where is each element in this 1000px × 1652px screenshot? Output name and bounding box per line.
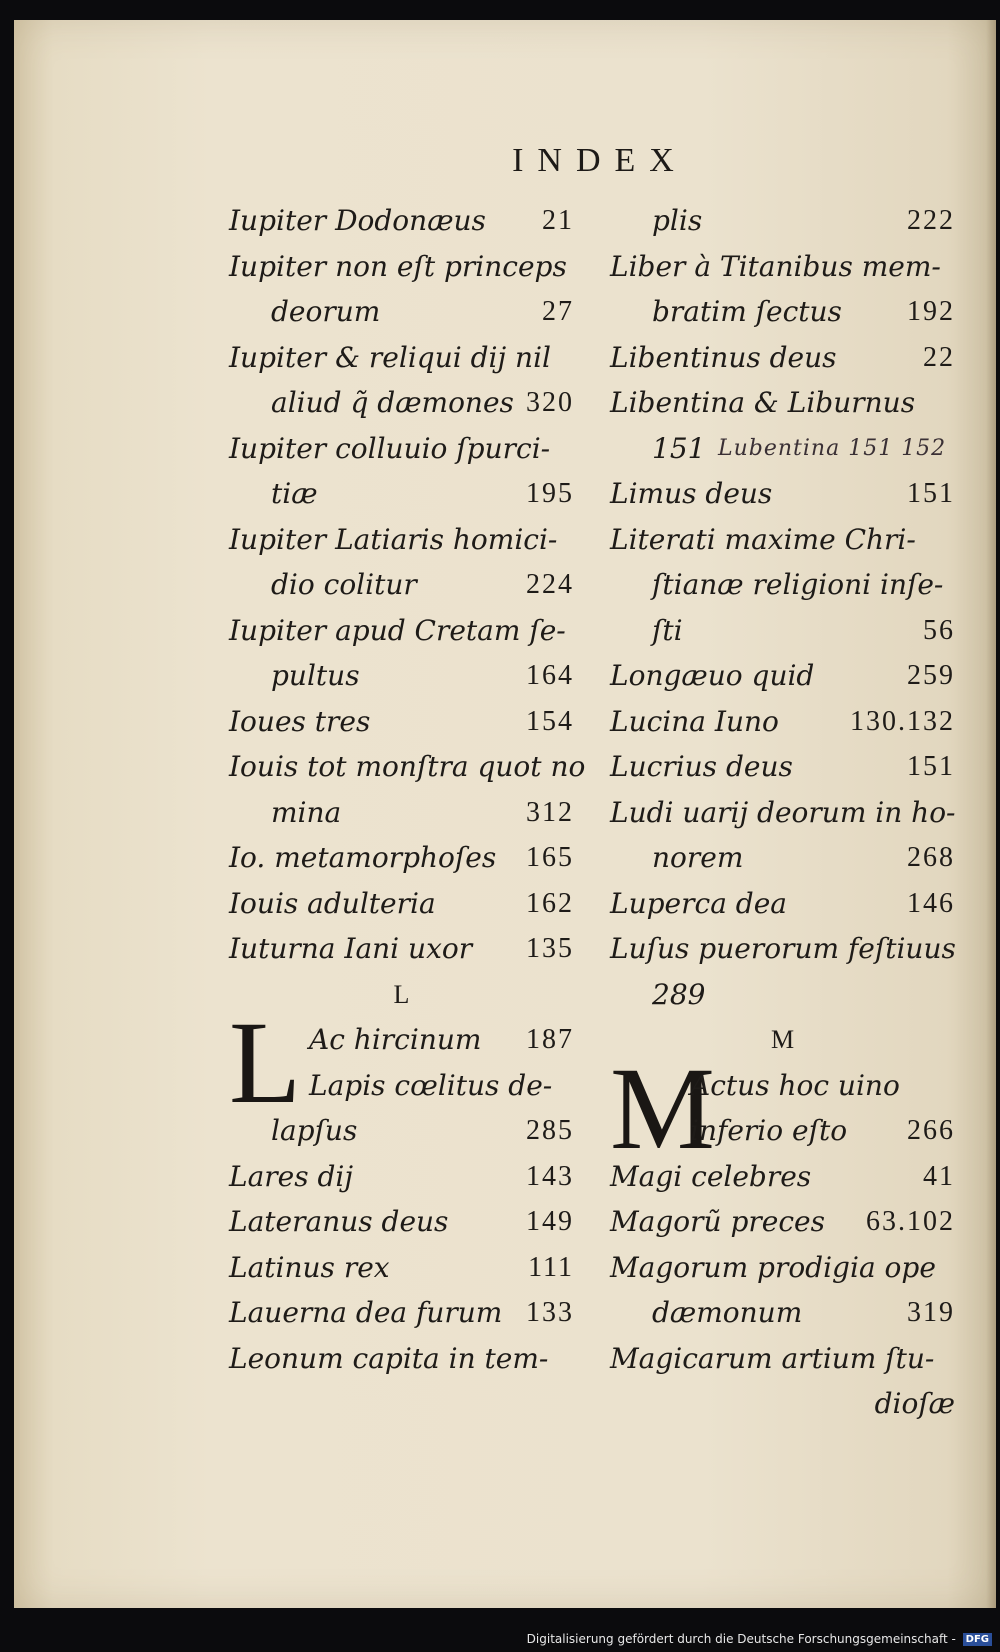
- handwritten-annotation: Lubentina 151 152: [718, 435, 947, 461]
- index-entry: [229, 517, 574, 563]
- entry-term: Magorũ preces: [610, 1205, 825, 1238]
- section-letter: M: [770, 1025, 795, 1054]
- page-edge-shadow: [986, 20, 996, 1608]
- entry-page-number: 319: [907, 1297, 955, 1328]
- entry-term: Luperca dea: [610, 886, 787, 920]
- dfg-logo: DFG: [963, 1633, 992, 1646]
- entry-page-number: 224: [526, 569, 574, 600]
- index-entry: [610, 244, 955, 290]
- entry-term: Lares dij: [229, 1159, 354, 1193]
- entry-page-number: 268: [907, 842, 955, 873]
- dropcap-block: [229, 997, 574, 1128]
- index-entry: [690, 1063, 955, 1109]
- index-entry: [229, 1290, 574, 1336]
- entry-term: Iuturna Iani uxor: [229, 932, 473, 965]
- entry-page-number: 151: [907, 751, 955, 782]
- index-entry: [229, 881, 574, 927]
- entry-page-number: 320: [526, 387, 574, 418]
- entry-page-number: 285: [526, 1115, 574, 1146]
- index-entry: [229, 562, 574, 608]
- entry-term: dioſæ: [874, 1387, 955, 1420]
- entry-page-number: 63.102: [866, 1206, 955, 1237]
- index-entry: [229, 380, 574, 426]
- entry-term: Latinus rex: [229, 1250, 390, 1284]
- index-entry: [610, 744, 955, 790]
- index-entry: [229, 1108, 574, 1154]
- index-entry: [610, 653, 955, 699]
- index-entry: [229, 835, 574, 881]
- entry-page-number: 266: [907, 1115, 955, 1146]
- index-entry: [229, 335, 574, 381]
- entry-term: Iupiter colluuio ſpurci-: [229, 431, 551, 465]
- entry-term: Ludi uarij deorum in ho-: [610, 795, 956, 829]
- index-entry: [229, 608, 574, 654]
- entry-page-number: 154: [526, 705, 574, 737]
- page-header: [14, 142, 996, 180]
- entry-term: Lauerna dea furum: [229, 1296, 503, 1329]
- entry-page-number: 21: [542, 205, 574, 236]
- index-entry: [610, 881, 955, 927]
- index-entry: [610, 1381, 955, 1427]
- entry-term: norem: [652, 841, 744, 874]
- entry-term: Iupiter Latiaris homici-: [229, 522, 558, 556]
- index-entry: [610, 835, 955, 881]
- entry-term: ſtianæ religioni inſe-: [652, 568, 944, 601]
- entry-page-number: 27: [542, 296, 574, 327]
- entry-term: Iupiter Dodonæus: [229, 204, 486, 237]
- index-entry: [610, 198, 955, 244]
- entry-term: dio colitur: [271, 568, 417, 601]
- entry-term: aliud q̃ dæmones: [271, 386, 514, 419]
- entry-page-number: 130.132: [850, 705, 955, 737]
- entry-term: dæmonum: [652, 1296, 803, 1329]
- entry-term: Leonum capita in tem-: [229, 1341, 549, 1375]
- index-entry: [229, 699, 574, 745]
- entry-term: lapſus: [271, 1114, 358, 1147]
- entry-term: Ioues tres: [229, 704, 371, 738]
- entry-term: bratim ſectus: [652, 295, 842, 328]
- dropcap-block: [610, 1042, 955, 1174]
- book-page: [14, 20, 996, 1608]
- index-entry: [610, 1199, 955, 1245]
- index-entry: [610, 926, 955, 972]
- entry-page-number: 259: [907, 660, 955, 691]
- entry-term: 151: [652, 431, 706, 465]
- entry-term: Libentinus deus: [610, 340, 837, 374]
- entry-page-number: 222: [907, 205, 955, 236]
- index-entry: [229, 244, 574, 290]
- entry-term: Lucina Iuno: [610, 704, 779, 738]
- index-entry: [610, 699, 955, 745]
- entry-term: Lucrius deus: [610, 750, 793, 783]
- entry-term: plis: [652, 204, 703, 237]
- entry-term: Literati maxime Chri-: [610, 522, 916, 556]
- index-entry: [610, 790, 955, 836]
- entry-page-number: 146: [907, 887, 955, 919]
- entry-term: Actus hoc uino: [690, 1068, 900, 1102]
- entry-term: Libentina & Liburnus: [610, 386, 916, 419]
- entry-page-number: 22: [923, 341, 955, 373]
- index-entry: [610, 471, 955, 517]
- entry-page-number: 143: [526, 1160, 574, 1192]
- index-entry: [229, 1154, 574, 1200]
- entry-term: 289: [652, 977, 706, 1011]
- entry-page-number: 195: [526, 478, 574, 509]
- index-entry: [610, 380, 955, 426]
- entry-page-number: 312: [526, 796, 574, 828]
- index-entry: [309, 1063, 574, 1109]
- entry-page-number: 165: [526, 842, 574, 873]
- index-entry: [229, 926, 574, 972]
- index-entry: [610, 608, 955, 654]
- index-entry: [229, 790, 574, 836]
- entry-page-number: 192: [907, 296, 955, 327]
- entry-page-number: 56: [923, 614, 955, 646]
- entry-page-number: 135: [526, 933, 574, 964]
- entry-term: inferio eſto: [690, 1114, 848, 1147]
- entry-term: Lapis cœlitus de-: [309, 1068, 553, 1102]
- left-column: [229, 198, 586, 1381]
- index-entry: [229, 426, 574, 472]
- entry-term: ſti: [652, 613, 683, 647]
- entry-term: Longæuo quid: [610, 659, 815, 692]
- footer-text: Digitalisierung gefördert durch die Deutsche Forschungsgemeinschaft -: [526, 1632, 956, 1646]
- digitization-credit: [527, 1632, 992, 1646]
- index-entry: [229, 1199, 574, 1245]
- index-entry: [229, 653, 574, 699]
- entry-term: pultus: [271, 659, 360, 692]
- index-entry: [229, 289, 574, 335]
- entry-page-number: 162: [526, 887, 574, 919]
- index-entry: [229, 198, 574, 244]
- index-entry: [610, 562, 955, 608]
- entry-term: Iouis tot monſtra quot no: [229, 750, 586, 783]
- index-entry: [610, 517, 955, 563]
- entry-term: Magorum prodigia ope: [610, 1250, 936, 1284]
- entry-term: Iupiter apud Cretam ſe-: [229, 613, 566, 647]
- dropcap-letter: M: [610, 1042, 715, 1174]
- index-entry: [610, 1154, 955, 1200]
- entry-term: Ac hircinum: [309, 1023, 482, 1056]
- entry-page-number: 164: [526, 660, 574, 691]
- index-entry: [610, 289, 955, 335]
- index-entry: [229, 471, 574, 517]
- entry-page-number: 151: [907, 478, 955, 509]
- index-entry: [309, 1017, 574, 1063]
- header-title: INDEX: [512, 142, 688, 179]
- entry-term: Magi celebres: [610, 1159, 812, 1193]
- entry-page-number: 187: [526, 1024, 574, 1055]
- index-entry: [229, 1245, 574, 1291]
- entry-term: deorum: [271, 295, 381, 328]
- entry-term: Iupiter non eſt princeps: [229, 249, 567, 283]
- entry-page-number: 149: [526, 1206, 574, 1237]
- index-entry: [610, 1336, 955, 1382]
- entry-page-number: 133: [526, 1297, 574, 1328]
- entry-term: Io. metamorphoſes: [229, 841, 497, 874]
- index-entry: [229, 1336, 574, 1382]
- entry-term: Iouis adulteria: [229, 886, 436, 920]
- index-entry: [610, 972, 955, 1018]
- index-entry: [610, 1245, 955, 1291]
- section-letter: L: [393, 979, 410, 1009]
- dropcap-letter: L: [229, 997, 302, 1128]
- index-entry: [610, 426, 955, 472]
- index-entry: [690, 1108, 955, 1154]
- entry-term: Limus deus: [610, 477, 773, 510]
- entry-term: tiæ: [271, 477, 318, 510]
- entry-term: Liber à Titanibus mem-: [610, 249, 941, 283]
- entry-term: Lateranus deus: [229, 1205, 449, 1238]
- entry-page-number: 111: [528, 1251, 574, 1283]
- entry-term: Iupiter & reliqui dij nil: [229, 340, 551, 374]
- index-entry: [610, 335, 955, 381]
- entry-term: Magicarum artium ſtu-: [610, 1341, 935, 1375]
- index-entry: [610, 1290, 955, 1336]
- entry-term: Luſus puerorum feſtiuus: [610, 932, 956, 965]
- right-column: [610, 198, 955, 1427]
- entry-term: mina: [271, 795, 342, 829]
- index-entry: [229, 744, 586, 790]
- entry-page-number: 41: [923, 1160, 955, 1192]
